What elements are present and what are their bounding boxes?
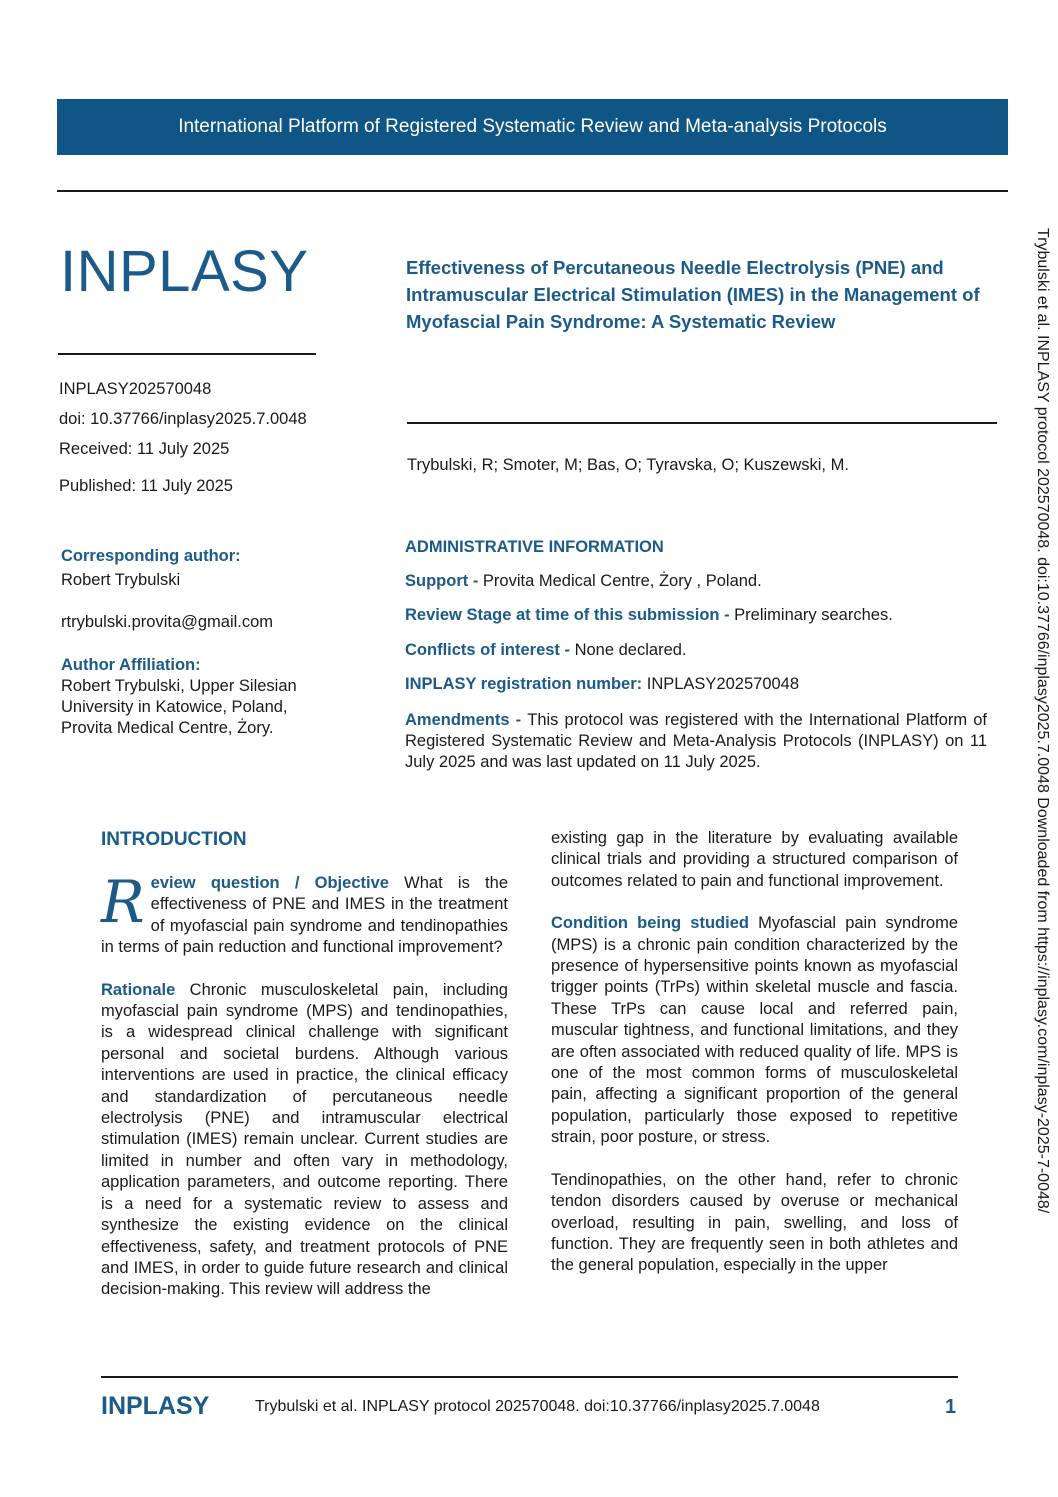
- amendments-label: Amendments -: [405, 711, 528, 729]
- side-citation: [1027, 228, 1051, 1330]
- affiliation-line-2: University in Katowice, Poland,: [61, 698, 288, 716]
- banner-text: International Platform of Registered Systematic Review and Meta-analysis Protocols: [178, 116, 887, 137]
- author-list: Trybulski, R; Smoter, M; Bas, O; Tyravska, O; Kuszewski, M.: [407, 456, 849, 474]
- registration-value: INPLASY202570048: [646, 675, 800, 693]
- brand-divider: [58, 353, 316, 355]
- doi: doi: 10.37766/inplasy2025.7.0048: [59, 410, 307, 428]
- left-column: [101, 868, 508, 1322]
- platform-banner: [57, 99, 1008, 155]
- review-question-paragraph: [101, 868, 508, 959]
- conflicts-label: Conflicts of interest -: [405, 641, 575, 659]
- admin-amendments: [405, 710, 987, 773]
- corresponding-author-name: Robert Trybulski: [61, 571, 181, 589]
- footer-brand: INPLASY: [101, 1392, 210, 1420]
- introduction-heading: INTRODUCTION: [101, 829, 247, 850]
- continuation-paragraph: existing gap in the literature by evaluating available clinical trials and providing a structured comparison of outcomes related to pain and functional improvement.: [551, 829, 958, 890]
- rationale-label: Rationale: [101, 980, 176, 999]
- stage-label: Review Stage at time of this submission -: [405, 606, 735, 624]
- condition-paragraph: [551, 913, 958, 1148]
- admin-review-stage: [405, 606, 988, 625]
- support-value: Provita Medical Centre, Żory , Poland.: [482, 572, 762, 590]
- admin-registration: [405, 675, 988, 694]
- received-date: Received: 11 July 2025: [59, 440, 230, 458]
- affiliation-line-3: Provita Medical Centre, Żory.: [61, 719, 274, 737]
- rationale-text: Chronic musculoskeletal pain, including myofascial pain syndrome (MPS) and tendinopathies, is a widespread clinical challenge with significant personal and societal burdens. Although various interventions are used in practice, the clinical efficacy and standardization of percutaneous needle electrolysis (PNE) and intramuscular electrical stimulation (IMES) remain unclear. Current studies are limited in number and often vary in methodology, application parameters, and outcome reporting. There is a need for a systematic review to assess and synthesize the existing evidence on the clinical effectiveness, safety, and treatment protocols of PNE and IMES, in order to guide future research and clinical decision-making. This review will address the: [101, 980, 508, 1299]
- stage-value: Preliminary searches.: [734, 606, 893, 624]
- drop-cap: R: [101, 868, 145, 936]
- admin-support: [405, 572, 988, 591]
- brand-logo-text: INPLASY: [60, 239, 309, 304]
- rationale-paragraph: [101, 980, 508, 1301]
- title-divider: [407, 422, 997, 424]
- condition-text: Myofascial pain syndrome (MPS) is a chronic pain condition characterized by the presence of hypersensitive points known as myofascial trigger points (TrPs) within skeletal muscle and fascia. These TrPs can cause local and referred pain, muscular tightness, and functional limitations, and they are often associated with reduced quality of life. MPS is one of the most common forms of musculoskeletal pain, affecting a significant proportion of the general population, particularly those exposed to repetitive strain, poor posture, or stress.: [551, 914, 958, 1147]
- footer-citation: Trybulski et al. INPLASY protocol 202570048. doi:10.37766/inplasy2025.7.0048: [255, 1398, 820, 1415]
- conflicts-value: None declared.: [574, 641, 687, 659]
- amendments-value: This protocol was registered with the International Platform of Registered Systematic Review and Meta-Analysis Protocols (INPLASY) on 11 July 2025 and was last updated on 11 July 2025.: [405, 711, 988, 771]
- admin-conflicts: [405, 641, 988, 660]
- published-date: Published: 11 July 2025: [59, 477, 233, 495]
- review-question-label: eview question / Objective: [150, 874, 389, 892]
- page-number: 1: [945, 1396, 957, 1418]
- admin-heading: ADMINISTRATIVE INFORMATION: [405, 538, 664, 556]
- paper-title: Effectiveness of Percutaneous Needle Electrolysis (PNE) and Intramuscular Electrical Stimulation (IMES) in the Management of Myofascial Pain Syndrome: A Systematic Review: [406, 257, 980, 332]
- corresponding-author-heading: Corresponding author:: [61, 547, 241, 565]
- review-question-text: What is the effectiveness of PNE and IMES in the treatment of myofascial pain syndrome and tendinopathies in terms of pain reduction and functional improvement?: [101, 874, 508, 957]
- affiliation-heading: Author Affiliation:: [61, 656, 201, 674]
- support-label: Support -: [405, 572, 483, 590]
- tendinopathies-paragraph: Tendinopathies, on the other hand, refer to chronic tendon disorders caused by overuse or mechanical overload, resulting in pain, swelling, and loss of function. They are frequently seen in both athletes and the general population, especially in the upper: [551, 1170, 958, 1275]
- header-divider: [57, 190, 1008, 192]
- condition-label: Condition being studied: [551, 914, 749, 933]
- affiliation-line-1: Robert Trybulski, Upper Silesian: [61, 677, 297, 695]
- corresponding-author-email[interactable]: rtrybulski.provita@gmail.com: [61, 613, 274, 631]
- side-citation-text: Trybulski et al. INPLASY protocol 202570048. doi:10.37766/inplasy2025.7.0048 Downloaded from https://inplasy.com/inplasy-2025-7-0048/: [1034, 228, 1051, 1214]
- right-column: [551, 828, 958, 1298]
- inplasy-id: INPLASY202570048: [59, 380, 212, 398]
- registration-label: INPLASY registration number:: [405, 675, 647, 693]
- footer-divider: [101, 1376, 958, 1378]
